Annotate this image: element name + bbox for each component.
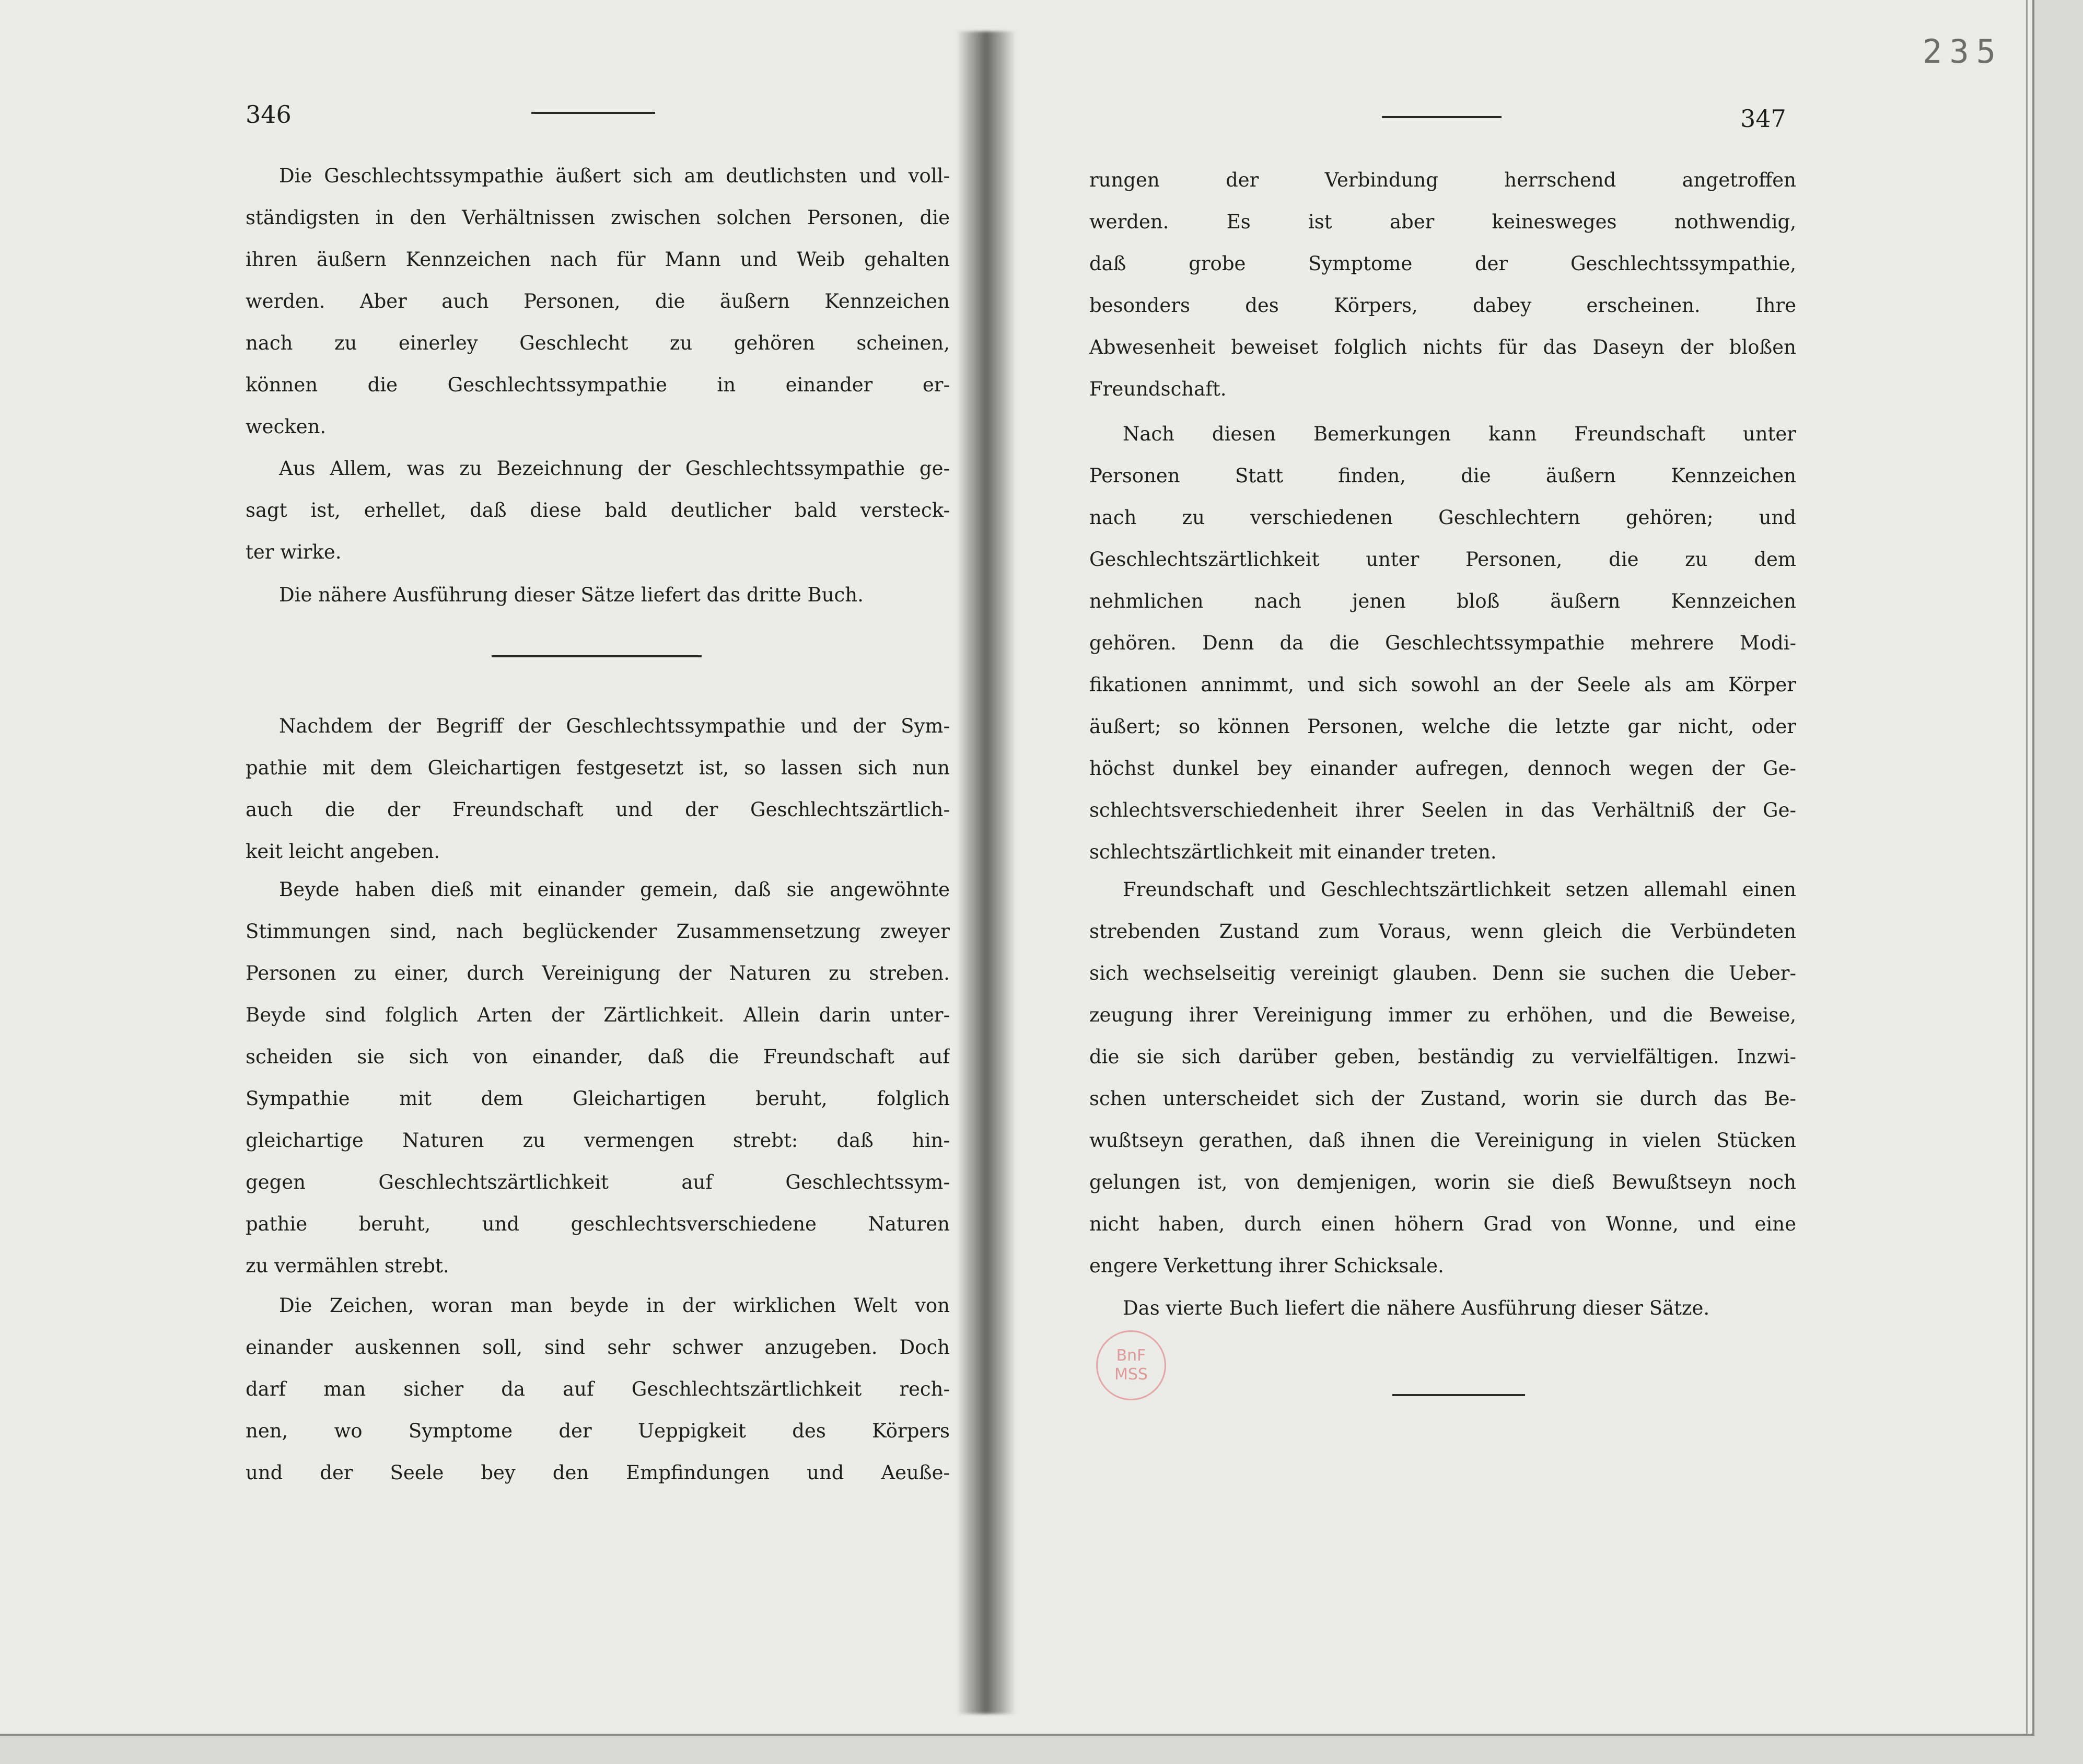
page-edge: [2026, 0, 2028, 1734]
text-line: scheiden sie sich von einander, daß die Freundschaft auf: [246, 1046, 950, 1068]
text-line: werden. Aber auch Personen, die äußern Kennzeichen: [246, 290, 950, 312]
text-line: Personen zu einer, durch Vereinigung der Naturen zu streben.: [246, 962, 950, 984]
text-line: wußtseyn gerathen, daß ihnen die Vereinigung in vielen Stücken: [1089, 1129, 1796, 1152]
left-header-rule: [531, 112, 655, 114]
right-header-rule: [1382, 116, 1502, 118]
right-page-number: 347: [1740, 105, 1786, 133]
text-line: pathie beruht, und geschlechtsverschiedene Naturen: [246, 1213, 950, 1235]
text-line: gleichartige Naturen zu vermengen strebt: daß hin-: [246, 1129, 950, 1152]
text-line: pathie mit dem Gleichartigen festgesetzt ist, so lassen sich nun: [246, 757, 950, 779]
text-line: Personen Statt finden, die äußern Kennzeichen: [1089, 465, 1796, 487]
text-line: nehmlichen nach jenen bloß äußern Kennzeichen: [1089, 590, 1796, 612]
text-line: nach zu einerley Geschlecht zu gehören scheinen,: [246, 332, 950, 354]
text-line: ihren äußern Kennzeichen nach für Mann und Weib gehalten: [246, 248, 950, 271]
text-line: Freundschaft und Geschlechtszärtlichkeit setzen allemahl einen: [1123, 878, 1796, 901]
paragraph: [246, 574, 950, 616]
text-line: zeugung ihrer Vereinigung immer zu erhöhen, und die Beweise,: [1089, 1004, 1796, 1026]
text-line: Das vierte Buch liefert die nähere Ausführung dieser Sätze.: [1123, 1297, 1710, 1319]
paragraph: [1089, 159, 1796, 410]
text-line: Die nähere Ausführung dieser Sätze liefert das dritte Buch.: [279, 584, 864, 606]
text-line: besonders des Körpers, dabey erscheinen. Ihre: [1089, 294, 1796, 317]
paragraph: [246, 869, 950, 1287]
text-line: darf man sicher da auf Geschlechtszärtlichkeit rech-: [246, 1378, 950, 1400]
text-line: ständigsten in den Verhältnissen zwischen solchen Personen, die: [246, 206, 950, 229]
text-line: rungen der Verbindung herrschend angetroffen: [1089, 169, 1796, 191]
text-line: sich wechselseitig vereinigt glauben. Denn sie suchen die Ueber-: [1089, 962, 1796, 984]
text-line: die sie sich darüber geben, beständig zu vervielfältigen. Inzwi-: [1089, 1046, 1796, 1068]
text-line: schlechtsverschiedenheit ihrer Seelen in das Verhältniß der Ge-: [1089, 799, 1796, 821]
paragraph: [1089, 869, 1796, 1287]
text-line: wecken.: [246, 415, 327, 438]
text-line: Stimmungen sind, nach beglückender Zusammensetzung zweyer: [246, 920, 950, 943]
left-section-divider: [492, 655, 702, 657]
text-line: keit leicht angeben.: [246, 840, 440, 863]
text-line: Beyde sind folglich Arten der Zärtlichkeit. Allein darin unter-: [246, 1004, 950, 1026]
text-line: schen unterscheidet sich der Zustand, worin sie durch das Be-: [1089, 1087, 1796, 1110]
book-gutter-shadow: [956, 31, 1016, 1714]
text-line: fikationen annimmt, und sich sowohl an der Seele als am Körper: [1089, 674, 1796, 696]
text-line: äußert; so können Personen, welche die letzte gar nicht, oder: [1089, 715, 1796, 738]
text-line: Abwesenheit beweiset folglich nichts für das Daseyn der bloßen: [1089, 336, 1796, 358]
stamp-line: MSS: [1114, 1365, 1148, 1384]
text-line: daß grobe Symptome der Geschlechtssympathie,: [1089, 252, 1796, 275]
paragraph: [246, 155, 950, 448]
text-line: ter wirke.: [246, 541, 342, 563]
text-line: strebenden Zustand zum Voraus, wenn gleich die Verbündeten: [1089, 920, 1796, 943]
text-line: gegen Geschlechtszärtlichkeit auf Geschlechtssym-: [246, 1171, 950, 1193]
text-line: schlechtszärtlichkeit mit einander treten.: [1089, 841, 1497, 863]
paragraph: [1089, 1287, 1796, 1329]
text-line: Beyde haben dieß mit einander gemein, daß sie angewöhnte: [279, 878, 950, 901]
text-line: gehören. Denn da die Geschlechtssympathie mehrere Modi-: [1089, 632, 1796, 654]
library-stamp: [1096, 1330, 1166, 1400]
text-line: Aus Allem, was zu Bezeichnung der Geschlechtssympathie ge-: [279, 457, 950, 480]
text-line: nach zu verschiedenen Geschlechtern gehören; und: [1089, 506, 1796, 529]
text-line: Die Zeichen, woran man beyde in der wirklichen Welt von: [279, 1294, 950, 1317]
right-end-rule: [1392, 1394, 1525, 1396]
left-page-number: 346: [246, 100, 292, 129]
text-line: Freundschaft.: [1089, 378, 1227, 400]
paragraph: [1089, 413, 1796, 873]
paragraph: [246, 705, 950, 873]
text-line: auch die der Freundschaft und der Geschlechtszärtlich-: [246, 798, 950, 821]
text-line: zu vermählen strebt.: [246, 1255, 449, 1277]
paragraph: [246, 1285, 950, 1494]
text-line: können die Geschlechtssympathie in einander er-: [246, 374, 950, 396]
text-line: sagt ist, erhellet, daß diese bald deutlicher bald versteck-: [246, 499, 950, 521]
text-line: Geschlechtszärtlichkeit unter Personen, die zu dem: [1089, 548, 1796, 571]
text-line: werden. Es ist aber keinesweges nothwendig,: [1089, 211, 1796, 233]
text-line: Die Geschlechtssympathie äußert sich am deutlichsten und voll-: [279, 165, 950, 187]
text-line: höchst dunkel bey einander aufregen, dennoch wegen der Ge-: [1089, 757, 1796, 780]
text-line: Nachdem der Begriff der Geschlechtssympathie und der Sym-: [279, 715, 950, 737]
text-line: nicht haben, durch einen höhern Grad von Wonne, und eine: [1089, 1213, 1796, 1235]
text-line: gelungen ist, von demjenigen, worin sie dieß Bewußtseyn noch: [1089, 1171, 1796, 1193]
text-line: einander auskennen soll, sind sehr schwer anzugeben. Doch: [246, 1336, 950, 1359]
text-line: Sympathie mit dem Gleichartigen beruht, folglich: [246, 1087, 950, 1110]
folio-number: 235: [1923, 32, 2003, 71]
text-line: Nach diesen Bemerkungen kann Freundschaft unter: [1123, 423, 1796, 445]
text-line: engere Verkettung ihrer Schicksale.: [1089, 1255, 1444, 1277]
stamp-line: BnF: [1116, 1347, 1146, 1365]
paragraph: [246, 448, 950, 573]
text-line: und der Seele bey den Empfindungen und Aeuße-: [246, 1461, 950, 1484]
text-line: nen, wo Symptome der Ueppigkeit des Körpers: [246, 1420, 950, 1442]
